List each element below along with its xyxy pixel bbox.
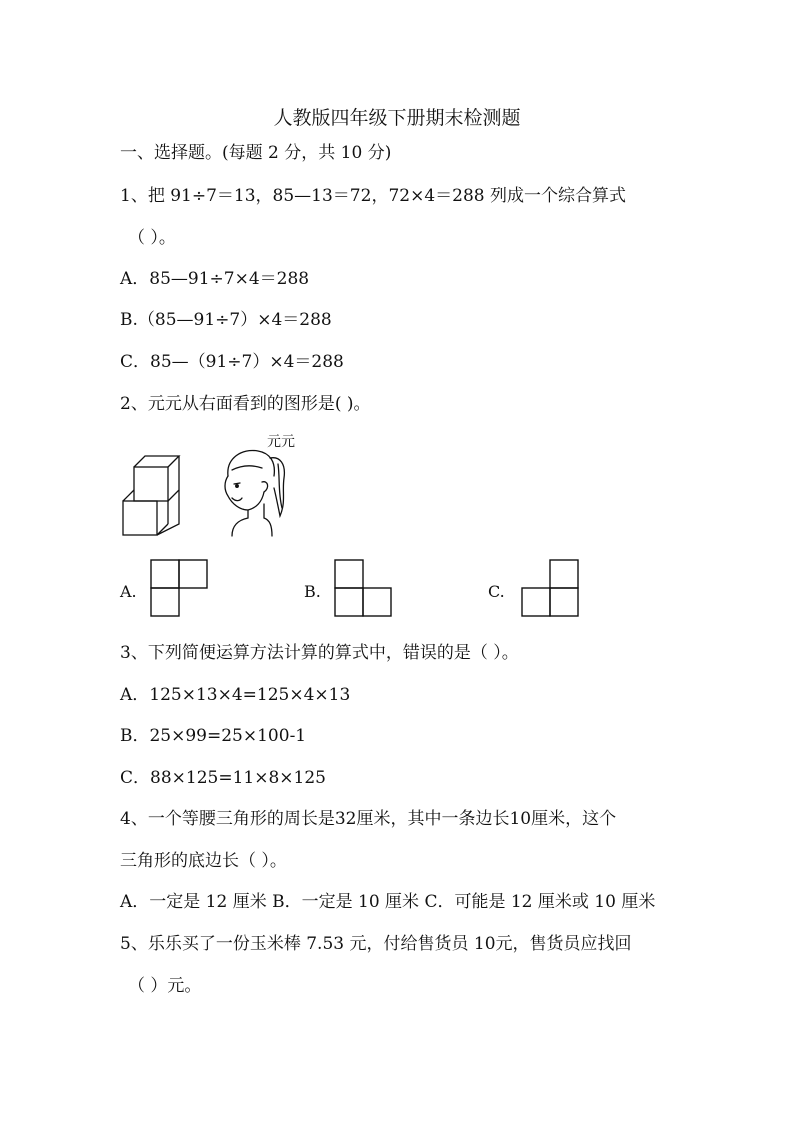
page-title: 人教版四年级下册期末检测题 (273, 107, 521, 129)
question-1-option-c: C．85—（91÷7）×4＝288 (120, 352, 344, 372)
question-3-option-a: A．125×13×4=125×4×13 (120, 685, 351, 705)
question-3-stem: 3、下列简便运算方法计算的算式中，错误的是（ ）。 (120, 643, 519, 663)
question-2-option-a-label: A. (120, 582, 137, 601)
question-2-stem: 2、元元从右面看到的图形是( )。 (120, 394, 371, 414)
cube-stack-figure (120, 446, 182, 538)
question-1-blank: （ ）。 (128, 228, 176, 248)
question-1-stem: 1、把 91÷7＝13，85—13＝72，72×4＝288 列成一个综合算式 (120, 186, 626, 206)
question-2-option-c-label: C. (488, 582, 505, 601)
question-2-option-b-label: B. (304, 582, 321, 601)
person-label: 元元 (267, 434, 295, 450)
question-4-options: A．一定是 12 厘米 B．一定是 10 厘米 C．可能是 12 厘米或 10 厘米 (120, 892, 656, 912)
question-4-stem-line2: 三角形的底边长（ ）。 (120, 851, 287, 871)
question-4-stem-line1: 4、一个等腰三角形的周长是32厘米，其中一条边长10厘米，这个 (120, 809, 617, 829)
question-1-option-b: B.（85—91÷7）×4＝288 (120, 310, 332, 330)
option-c-shape (521, 559, 581, 619)
option-a-shape (150, 559, 210, 619)
question-3-option-b: B．25×99=25×100-1 (120, 726, 307, 746)
option-b-shape (334, 559, 394, 619)
question-5-stem: 5、乐乐买了一份玉米棒 7.53 元，付给售货员 10元，售货员应找回 (120, 934, 632, 954)
question-1-option-a: A．85—91÷7×4＝288 (120, 269, 310, 289)
question-3-option-c: C．88×125=11×8×125 (120, 768, 326, 788)
girl-illustration (218, 448, 294, 538)
question-5-blank: （ ）元。 (128, 976, 202, 996)
section-heading: 一、选择题。(每题 2 分，共 10 分) (120, 143, 392, 163)
